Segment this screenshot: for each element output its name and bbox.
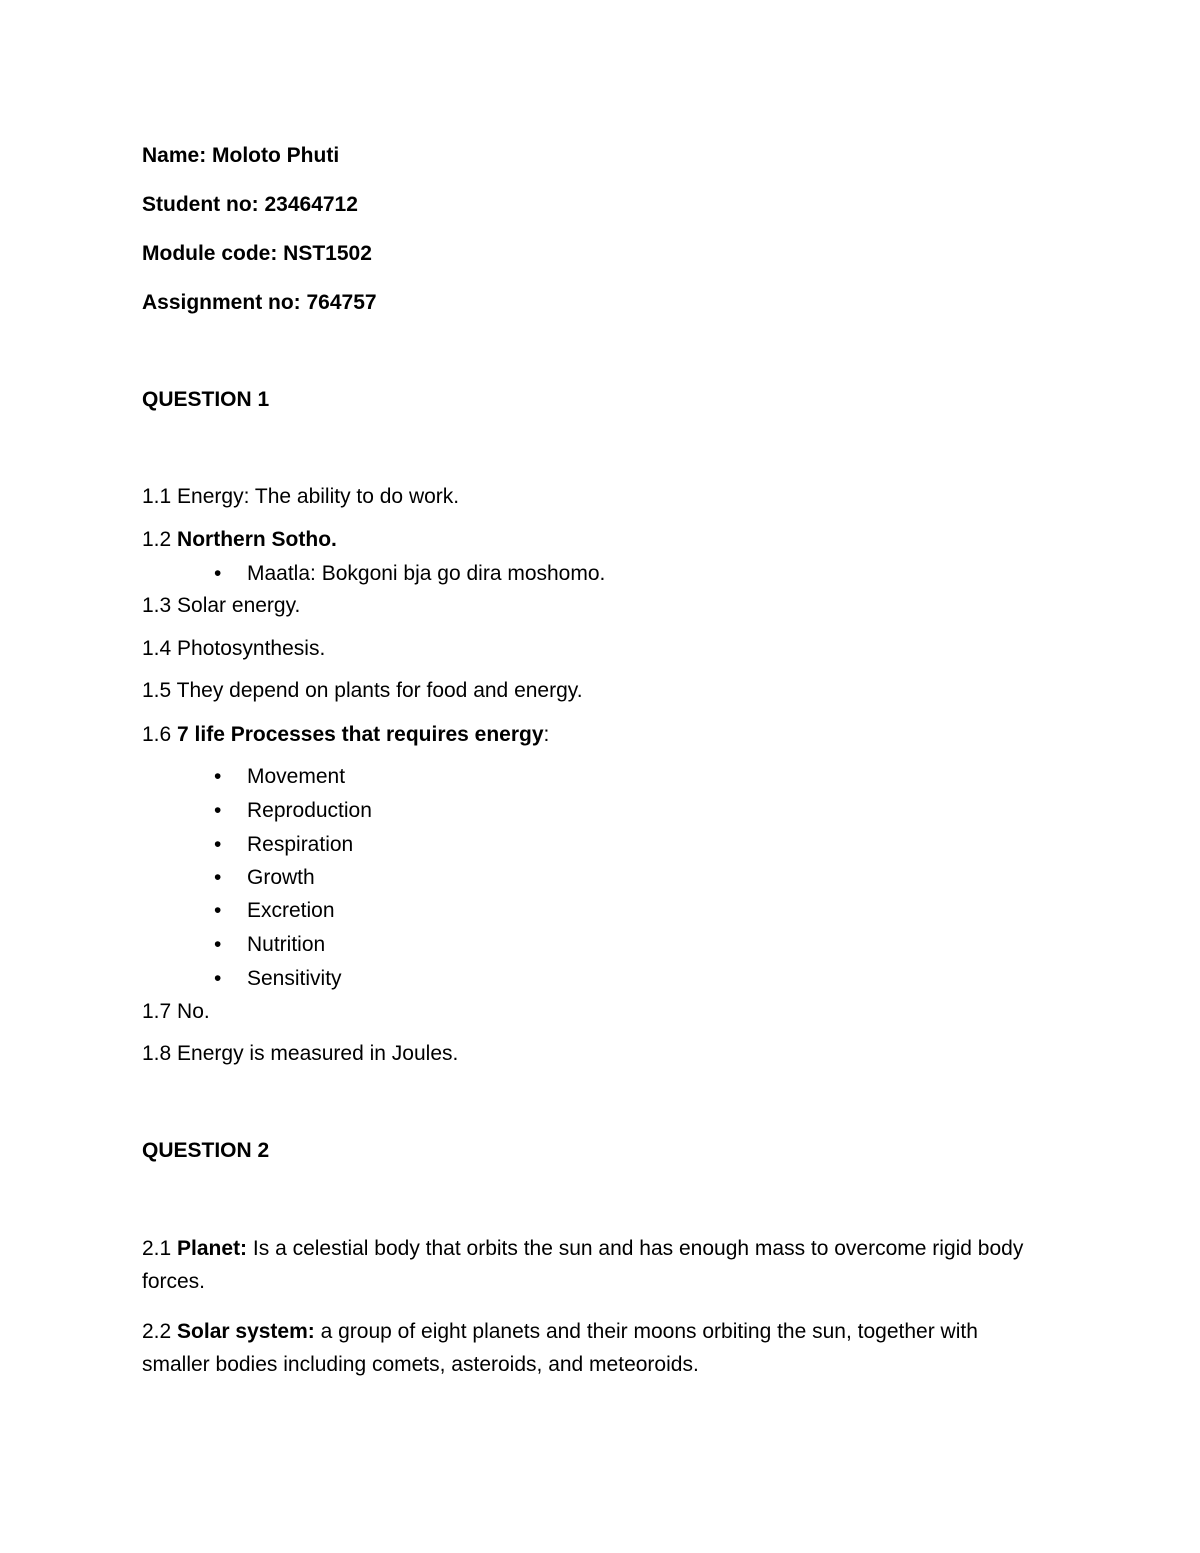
answer-number: 2.1 bbox=[142, 1237, 172, 1260]
answer-bold-text: Planet: bbox=[171, 1237, 248, 1260]
list-item: Respiration bbox=[247, 833, 354, 856]
answer-number: 1.1 bbox=[142, 485, 172, 508]
answer-number: 1.2 bbox=[142, 528, 172, 551]
question-1-heading: QUESTION 1 bbox=[142, 388, 270, 411]
bullet-icon: • bbox=[214, 933, 222, 956]
bullet-icon: • bbox=[214, 899, 222, 922]
answer-2-1 bbox=[142, 1232, 1042, 1298]
assignment-number: Assignment no: 764757 bbox=[142, 291, 377, 314]
bullet-icon: • bbox=[214, 833, 222, 856]
list-item: Sensitivity bbox=[247, 967, 342, 990]
student-name: Name: Moloto Phuti bbox=[142, 144, 340, 167]
question-2-heading: QUESTION 2 bbox=[142, 1139, 270, 1162]
student-number: Student no: 23464712 bbox=[142, 193, 358, 216]
answer-text: a group of eight planets and their moons orbiting the sun, together with smaller bodies including comets, asteroids, and meteoroids. bbox=[142, 1320, 978, 1376]
answer-bold-text: Solar system: bbox=[171, 1320, 315, 1343]
list-item: Reproduction bbox=[247, 799, 372, 822]
answer-bold-text: Northern Sotho. bbox=[171, 528, 337, 551]
list-item: Movement bbox=[247, 765, 346, 788]
list-item: Excretion bbox=[247, 899, 335, 922]
answer-1-8: 1.8 Energy is measured in Joules. bbox=[142, 1042, 459, 1065]
answer-colon: : bbox=[543, 723, 550, 746]
answer-number: 1.6 bbox=[142, 723, 172, 746]
bullet-icon: • bbox=[214, 765, 222, 788]
answer-1-3: 1.3 Solar energy. bbox=[142, 594, 301, 617]
answer-1-4: 1.4 Photosynthesis. bbox=[142, 637, 326, 660]
list-item: Growth bbox=[247, 866, 315, 889]
answer-1-5: 1.5 They depend on plants for food and energy. bbox=[142, 679, 583, 702]
answer-2-2 bbox=[142, 1315, 1042, 1381]
answer-1-2 bbox=[142, 526, 337, 554]
bullet-icon: • bbox=[214, 562, 222, 585]
bullet-icon: • bbox=[214, 866, 222, 889]
list-item: Nutrition bbox=[247, 933, 326, 956]
answer-number: 2.2 bbox=[142, 1320, 172, 1343]
answer-text: Energy: The ability to do work. bbox=[171, 485, 460, 508]
sotho-definition: Maatla: Bokgoni bja go dira moshomo. bbox=[247, 562, 606, 585]
bullet-icon: • bbox=[214, 799, 222, 822]
answer-text: Is a celestial body that orbits the sun and has enough mass to overcome rigid body forces. bbox=[142, 1237, 1024, 1293]
module-code: Module code: NST1502 bbox=[142, 242, 372, 265]
answer-1-1 bbox=[142, 483, 459, 511]
answer-bold-text: 7 life Processes that requires energy bbox=[171, 723, 544, 746]
answer-1-6 bbox=[142, 721, 549, 749]
answer-1-7: 1.7 No. bbox=[142, 1000, 210, 1023]
bullet-icon: • bbox=[214, 967, 222, 990]
